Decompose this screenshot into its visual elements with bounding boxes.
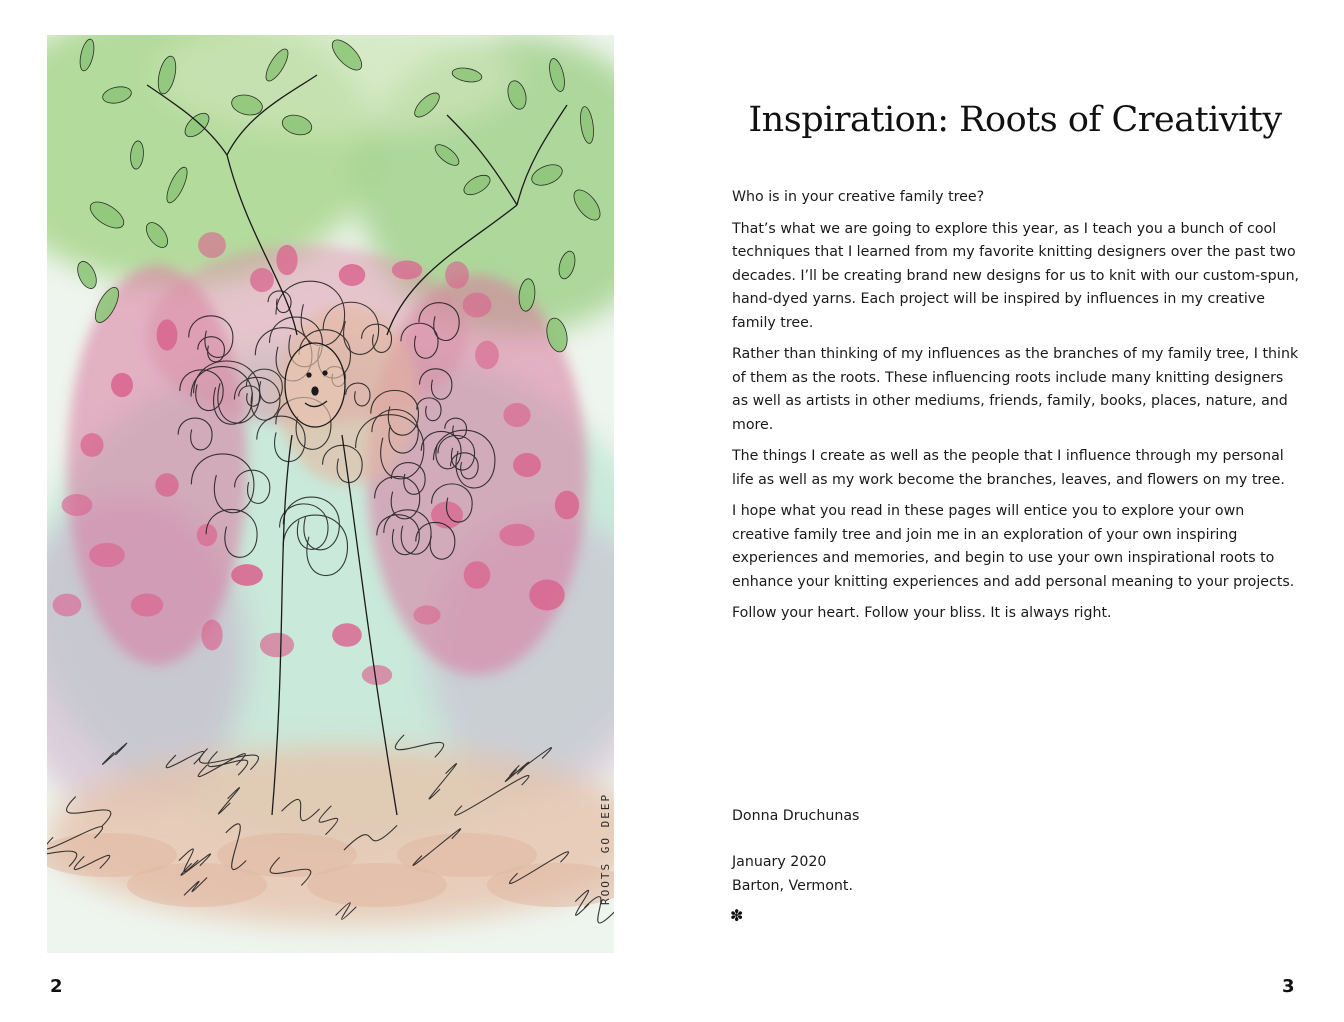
page-number-right: 3 bbox=[1282, 976, 1295, 997]
blossom bbox=[499, 524, 534, 547]
paragraph: Rather than thinking of my influences as the branches of my family tree, I think of them as the roots. These influencing roots include many knitting designers as well as artists in other mediums, friends, family, books, places, nature, and more. bbox=[732, 346, 1299, 433]
blossom bbox=[513, 453, 541, 477]
blossom bbox=[260, 633, 294, 658]
paragraph: I hope what you read in these pages will entice you to explore your own creative family tree and join me in an exploration of your own inspiring experiences and memories, and begin to use your own inspirational roots to enhance your knitting experiences and add personal meaning to your projects. bbox=[732, 503, 1295, 590]
blossom bbox=[503, 403, 530, 427]
blossom bbox=[464, 561, 491, 589]
blossom bbox=[62, 494, 93, 516]
blossom bbox=[362, 665, 392, 685]
paragraph: Follow your heart. Follow your bliss. It is always right. bbox=[732, 605, 1112, 621]
flower-ornament-icon: ✽ bbox=[730, 906, 744, 925]
paragraph: The things I create as well as the people that I influence through my personal life as well as my work become the branches, leaves, and flowers on my tree. bbox=[732, 448, 1285, 488]
dateline bbox=[732, 851, 853, 898]
blossom bbox=[555, 491, 579, 520]
blossom bbox=[80, 433, 103, 457]
page-title: Inspiration: Roots of Creativity bbox=[748, 100, 1282, 140]
date: January 2020 bbox=[732, 854, 827, 870]
blossom bbox=[332, 623, 362, 647]
blossom bbox=[131, 594, 163, 617]
page-number-left: 2 bbox=[50, 976, 63, 997]
illustration-caption: ROOTS GO DEEP bbox=[599, 792, 612, 905]
blossom bbox=[413, 605, 440, 624]
watercolor-tree-woman-illustration bbox=[47, 35, 614, 953]
blossom bbox=[445, 261, 469, 288]
author-name: Donna Druchunas bbox=[732, 808, 860, 824]
place: Barton, Vermont. bbox=[732, 877, 853, 894]
blossom bbox=[529, 580, 564, 611]
signature bbox=[732, 805, 859, 829]
blossom bbox=[250, 268, 274, 292]
blossom bbox=[276, 245, 297, 275]
blossom bbox=[475, 341, 499, 369]
illustration-svg bbox=[47, 35, 614, 953]
blossom bbox=[157, 319, 178, 350]
blossom bbox=[231, 564, 263, 586]
paragraph: That’s what we are going to explore this year, as I teach you a bunch of cool techniques that I learned from my favorite knitting designers over the past two decades. I’ll be creating brand new designs for us to knit with our custom-spun, hand-dyed yarns. Each project will be inspired by influences in my creative family tree. bbox=[732, 220, 1300, 331]
blossom bbox=[198, 232, 226, 258]
blossom bbox=[111, 373, 133, 397]
body-text bbox=[732, 186, 1302, 634]
blossom bbox=[53, 594, 82, 617]
blossom bbox=[339, 264, 366, 286]
paragraph: Who is in your creative family tree? bbox=[732, 189, 985, 205]
blossom bbox=[89, 543, 125, 567]
blossom bbox=[155, 473, 178, 497]
blossom bbox=[392, 260, 423, 279]
blossom bbox=[201, 620, 222, 651]
blossom bbox=[463, 293, 492, 318]
